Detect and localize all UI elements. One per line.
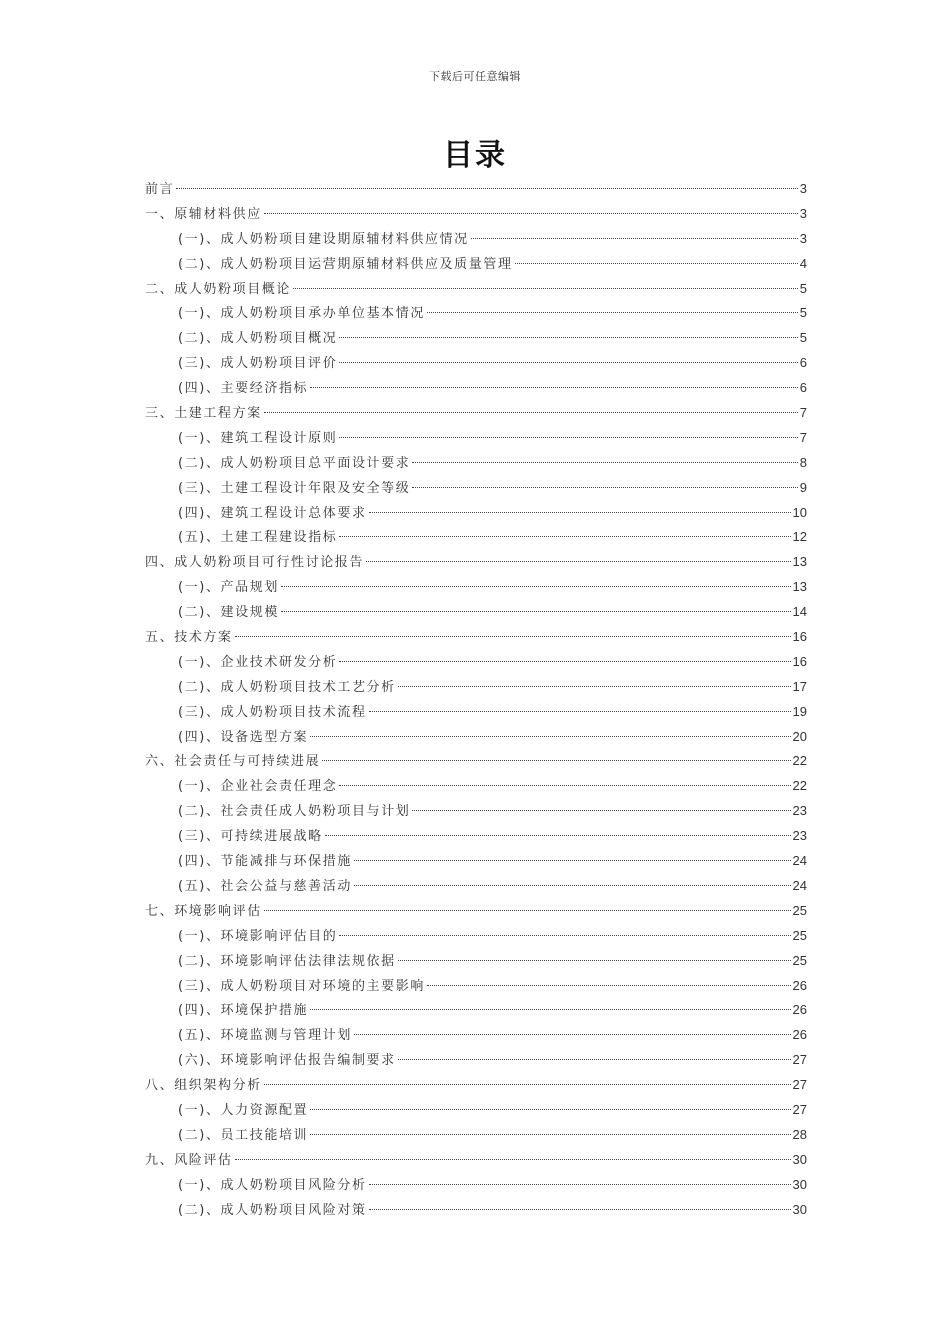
toc-entry-page-number: 9	[799, 479, 807, 495]
toc-entry-page-number: 16	[792, 653, 807, 669]
toc-entry[interactable]	[145, 501, 807, 526]
toc-entry[interactable]	[145, 1048, 807, 1073]
dot-leader	[310, 1133, 790, 1135]
dot-leader	[354, 1033, 791, 1035]
dot-leader	[293, 287, 798, 289]
toc-entry[interactable]	[145, 899, 807, 924]
toc-entry-label: (四)、节能减排与环保措施	[178, 854, 352, 870]
toc-entry-page-number: 24	[792, 877, 807, 893]
toc-entry[interactable]	[145, 1073, 807, 1098]
dot-leader	[369, 511, 791, 513]
dot-leader	[339, 784, 790, 786]
toc-entry-label: (三)、成人奶粉项目评价	[178, 356, 338, 372]
toc-entry-page-number: 7	[799, 405, 807, 421]
toc-entry-label: (一)、成人奶粉项目风险分析	[178, 1177, 367, 1193]
toc-entry-page-number: 5	[799, 305, 807, 321]
toc-entry-label: (六)、环境影响评估报告编制要求	[178, 1053, 396, 1069]
header-note: 下载后可任意编辑	[429, 70, 521, 83]
toc-entry-label: (一)、企业技术研发分析	[178, 654, 338, 670]
toc-entry-label: 六、社会责任与可持续进展	[145, 754, 321, 770]
dot-leader	[369, 1183, 791, 1185]
toc-entry[interactable]	[145, 650, 807, 675]
dot-leader	[369, 710, 791, 712]
toc-entry[interactable]	[145, 252, 807, 277]
dot-leader	[235, 635, 791, 637]
toc-entry-label: (四)、设备选型方案	[178, 729, 309, 745]
toc-entry-page-number: 14	[792, 604, 807, 620]
toc-entry-label: (二)、成人奶粉项目风险对策	[178, 1202, 367, 1218]
toc-entry[interactable]	[145, 725, 807, 750]
toc-entry[interactable]	[145, 799, 807, 824]
toc-entry-label: 四、成人奶粉项目可行性讨论报告	[145, 555, 365, 571]
dot-leader	[310, 386, 798, 388]
toc-entry-label: (一)、环境影响评估目的	[178, 928, 338, 944]
toc-entry[interactable]	[145, 476, 807, 501]
toc-entry-label: 七、环境影响评估	[145, 903, 262, 919]
toc-entry-label: 三、土建工程方案	[145, 406, 262, 422]
toc-entry-label: (四)、建筑工程设计总体要求	[178, 505, 367, 521]
toc-entry[interactable]	[145, 949, 807, 974]
toc-entry-label: (一)、人力资源配置	[178, 1102, 309, 1118]
dot-leader	[322, 759, 790, 761]
toc-entry-page-number: 27	[792, 1101, 807, 1117]
dot-leader	[310, 1108, 790, 1110]
toc-entry-label: (一)、成人奶粉项目建设期原辅材料供应情况	[178, 231, 469, 247]
toc-entry-label: (二)、建设规模	[178, 605, 279, 621]
dot-leader	[310, 735, 790, 737]
dot-leader	[398, 685, 791, 687]
toc-entry-label: 九、风险评估	[145, 1152, 233, 1168]
toc-entry-label: (一)、产品规划	[178, 580, 279, 596]
toc-entry[interactable]	[145, 974, 807, 999]
toc-entry-page-number: 6	[799, 355, 807, 371]
toc-entry-label: (一)、建筑工程设计原则	[178, 430, 338, 446]
toc-entry-page-number: 7	[799, 429, 807, 445]
toc-entry-page-number: 25	[792, 902, 807, 918]
toc-entry-page-number: 19	[792, 703, 807, 719]
toc-entry-page-number: 25	[792, 927, 807, 943]
toc-entry[interactable]	[145, 874, 807, 899]
dot-leader	[412, 486, 797, 488]
toc-entry[interactable]	[145, 525, 807, 550]
dot-leader	[427, 311, 798, 313]
dot-leader	[264, 212, 798, 214]
toc-entry-page-number: 3	[799, 205, 807, 221]
toc-entry-label: (二)、社会责任成人奶粉项目与计划	[178, 804, 411, 820]
toc-entry-page-number: 23	[792, 828, 807, 844]
toc-entry-page-number: 6	[799, 380, 807, 396]
page-title: 目录	[443, 138, 507, 173]
toc-entry-page-number: 10	[792, 504, 807, 520]
toc-entry-page-number: 30	[792, 1201, 807, 1217]
dot-leader	[264, 909, 791, 911]
dot-leader	[281, 585, 791, 587]
dot-leader	[412, 809, 790, 811]
toc-entry[interactable]	[145, 849, 807, 874]
toc-entry-page-number: 13	[792, 579, 807, 595]
toc-entry-label: (一)、企业社会责任理念	[178, 779, 338, 795]
toc-entry-label: (五)、土建工程建设指标	[178, 530, 338, 546]
dot-leader	[264, 1083, 791, 1085]
toc-entry-label: (四)、主要经济指标	[178, 381, 309, 397]
toc-entry[interactable]	[145, 1123, 807, 1148]
toc-entry-page-number: 26	[792, 1027, 807, 1043]
toc-entry-label: (二)、成人奶粉项目概况	[178, 331, 338, 347]
toc-entry-label: 二、成人奶粉项目概论	[145, 281, 292, 297]
toc-entry[interactable]	[145, 550, 807, 575]
toc-entry-label: (三)、成人奶粉项目对环境的主要影响	[178, 978, 425, 994]
toc-entry[interactable]	[145, 227, 807, 252]
toc-entry-label: 五、技术方案	[145, 630, 233, 646]
toc-entry[interactable]	[145, 451, 807, 476]
toc-entry-page-number: 25	[792, 952, 807, 968]
toc-entry-page-number: 26	[792, 977, 807, 993]
toc-entry[interactable]	[145, 749, 807, 774]
dot-leader	[515, 262, 798, 264]
toc-entry-label: 前言	[145, 182, 175, 197]
toc-entry-page-number: 5	[799, 330, 807, 346]
toc-entry-label: 八、组织架构分析	[145, 1078, 262, 1094]
toc-entry-label: (二)、成人奶粉项目总平面设计要求	[178, 455, 411, 471]
toc-entry-page-number: 24	[792, 853, 807, 869]
toc-entry-label: (二)、环境影响评估法律法规依据	[178, 953, 396, 969]
toc-entry-page-number: 13	[792, 554, 807, 570]
toc-entry-label: (四)、环境保护措施	[178, 1003, 309, 1019]
toc-entry-label: (三)、土建工程设计年限及安全等级	[178, 480, 411, 496]
toc-entry[interactable]	[145, 675, 807, 700]
toc-entry[interactable]	[145, 326, 807, 351]
toc-entry[interactable]	[145, 376, 807, 401]
toc-entry-page-number: 27	[792, 1052, 807, 1068]
toc-entry-label: (二)、员工技能培训	[178, 1127, 309, 1143]
toc-entry-label: 一、原辅材料供应	[145, 206, 262, 222]
toc-entry[interactable]	[145, 924, 807, 949]
dot-leader	[339, 436, 797, 438]
toc-entry[interactable]	[145, 824, 807, 849]
dot-leader	[354, 884, 791, 886]
dot-leader	[427, 984, 791, 986]
toc-entry[interactable]	[145, 426, 807, 451]
toc-entry-label: (三)、成人奶粉项目技术流程	[178, 704, 367, 720]
toc-entry-page-number: 3	[799, 181, 807, 196]
toc-entry[interactable]	[145, 625, 807, 650]
toc-entry-label: (五)、环境监测与管理计划	[178, 1028, 352, 1044]
toc-entry-page-number: 27	[792, 1077, 807, 1093]
toc-entry-page-number: 12	[792, 529, 807, 545]
toc-entry[interactable]	[145, 401, 807, 426]
toc-entry-label: (二)、成人奶粉项目运营期原辅材料供应及质量管理	[178, 256, 513, 272]
toc-entry-page-number: 20	[792, 728, 807, 744]
dot-leader	[339, 660, 790, 662]
toc-entry-page-number: 5	[799, 280, 807, 296]
toc-entry-page-number: 8	[799, 454, 807, 470]
toc-entry-page-number: 30	[792, 1151, 807, 1167]
toc-entry-page-number: 16	[792, 629, 807, 645]
toc-entry[interactable]	[145, 1198, 807, 1223]
toc-entry-label: (五)、社会公益与慈善活动	[178, 878, 352, 894]
dot-leader	[398, 959, 791, 961]
toc-entry-page-number: 30	[792, 1176, 807, 1192]
dot-leader	[354, 859, 791, 861]
toc-entry-label: (一)、成人奶粉项目承办单位基本情况	[178, 306, 425, 322]
toc-entry[interactable]	[145, 1023, 807, 1048]
toc-entry[interactable]	[145, 177, 807, 202]
dot-leader	[339, 934, 790, 936]
dot-leader	[471, 237, 798, 239]
table-of-contents	[145, 177, 807, 1222]
toc-entry-label: (三)、可持续进展战略	[178, 829, 323, 845]
toc-entry[interactable]	[145, 1148, 807, 1173]
toc-entry[interactable]	[145, 1098, 807, 1123]
dot-leader	[339, 336, 797, 338]
dot-leader	[366, 560, 791, 562]
dot-leader	[339, 361, 797, 363]
toc-entry-page-number: 4	[799, 255, 807, 271]
dot-leader	[339, 535, 790, 537]
dot-leader	[235, 1158, 791, 1160]
dot-leader	[281, 610, 791, 612]
dot-leader	[369, 1208, 791, 1210]
toc-entry-page-number: 26	[792, 1002, 807, 1018]
dot-leader	[412, 461, 797, 463]
toc-entry-label: (二)、成人奶粉项目技术工艺分析	[178, 679, 396, 695]
toc-entry[interactable]	[145, 575, 807, 600]
toc-entry[interactable]	[145, 774, 807, 799]
toc-entry[interactable]	[145, 351, 807, 376]
toc-entry-page-number: 3	[799, 230, 807, 246]
toc-entry[interactable]	[145, 600, 807, 625]
toc-entry[interactable]	[145, 700, 807, 725]
toc-entry[interactable]	[145, 277, 807, 302]
dot-leader	[325, 834, 791, 836]
toc-entry[interactable]	[145, 1173, 807, 1198]
toc-entry-page-number: 22	[792, 778, 807, 794]
dot-leader	[176, 187, 798, 189]
toc-entry-page-number: 22	[792, 753, 807, 769]
toc-entry[interactable]	[145, 202, 807, 227]
toc-entry-page-number: 17	[792, 678, 807, 694]
toc-entry-page-number: 28	[792, 1126, 807, 1142]
dot-leader	[398, 1058, 791, 1060]
dot-leader	[264, 411, 798, 413]
toc-entry[interactable]	[145, 998, 807, 1023]
toc-entry-page-number: 23	[792, 803, 807, 819]
dot-leader	[310, 1008, 790, 1010]
toc-entry[interactable]	[145, 301, 807, 326]
